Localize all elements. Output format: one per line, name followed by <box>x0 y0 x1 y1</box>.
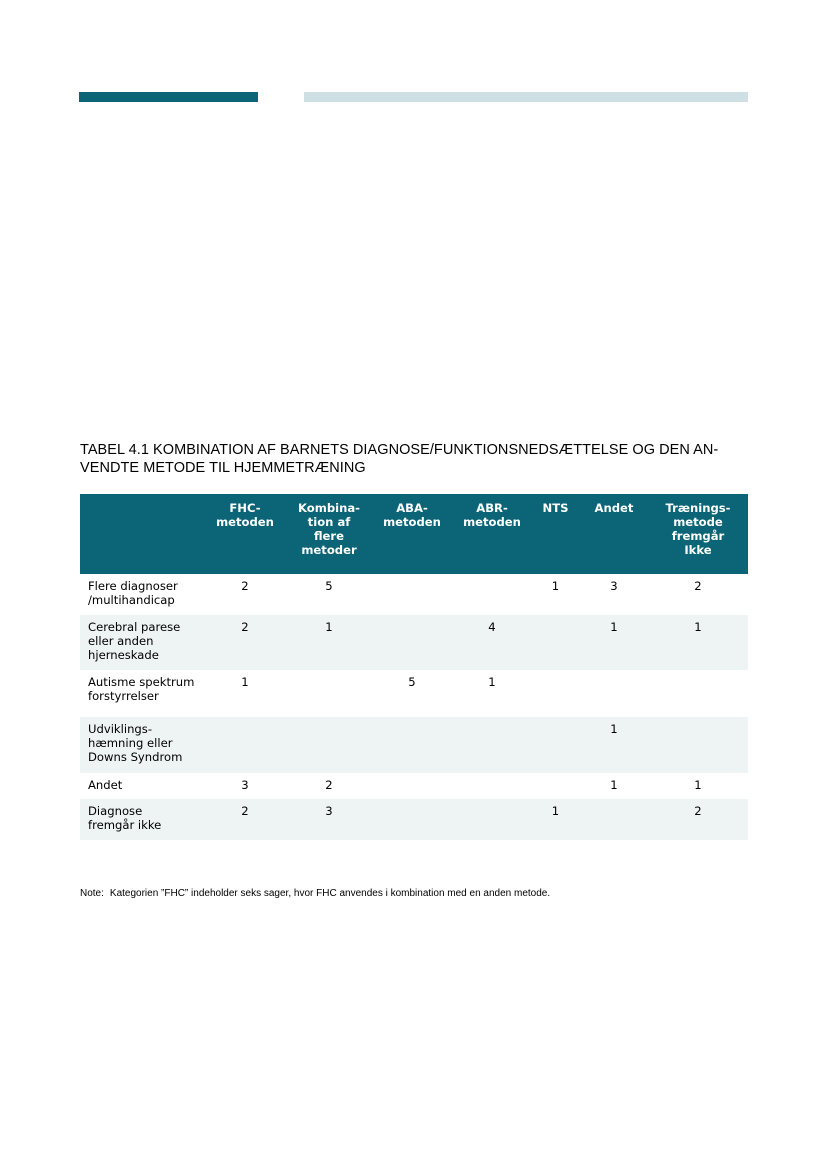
table-cell: 1 <box>694 778 702 792</box>
table-cell <box>371 773 453 799</box>
table-cell <box>453 717 531 773</box>
table-cell: 2 <box>203 799 287 840</box>
table-cell <box>531 670 580 717</box>
table-cell <box>453 574 531 615</box>
table-cell <box>580 799 648 840</box>
column-header: NTS <box>531 494 580 574</box>
column-header: Andet <box>580 494 648 574</box>
table-cell: 1 <box>531 799 580 840</box>
table-title-line-1: TABEL 4.1 KOMBINATION AF BARNETS DIAGNOSE/FUNKTIONSNEDSÆTTELSE OG DEN AN- <box>80 442 719 458</box>
table-cell: 2 <box>325 778 333 792</box>
header-accent-bar-light <box>304 92 748 102</box>
table-cell: 1 <box>287 615 371 670</box>
table-cell <box>453 773 531 799</box>
column-header: ABA- metoden <box>371 494 453 574</box>
row-label: Cerebral parese eller anden hjerneskade <box>80 615 203 670</box>
table-cell: 2 <box>203 615 287 670</box>
table-cell: 1 <box>648 615 748 670</box>
table-row <box>80 615 748 670</box>
data-table <box>80 494 748 840</box>
header-accent-bar-dark <box>79 92 258 102</box>
column-header: Trænings- metode fremgår Ikke <box>648 494 748 574</box>
table-cell <box>371 574 453 615</box>
table-cell <box>648 670 748 717</box>
table-title-line-2: VENDTE METODE TIL HJEMMETRÆNING <box>80 460 366 476</box>
table-cell: 1 <box>241 675 249 689</box>
table-cell <box>371 717 453 773</box>
table-cell <box>287 670 371 717</box>
table-cell: 3 <box>241 778 249 792</box>
table-cell <box>648 717 748 773</box>
table-cell <box>531 717 580 773</box>
table-cell: 2 <box>241 579 249 593</box>
table-cell: 2 <box>648 799 748 840</box>
table-cell: 1 <box>580 615 648 670</box>
table-cell: 5 <box>408 675 416 689</box>
table-row <box>80 799 748 840</box>
table-row <box>80 670 748 717</box>
row-label: Flere diagnoser /multihandicap <box>88 579 178 607</box>
table-cell <box>531 615 580 670</box>
table-title <box>80 441 740 477</box>
column-header: Kombina- tion af flere metoder <box>287 494 371 574</box>
table-cell <box>203 717 287 773</box>
row-label: Andet <box>88 778 123 792</box>
table-cell <box>531 773 580 799</box>
table-cell <box>453 799 531 840</box>
table-cell <box>580 670 648 717</box>
row-label: Udviklings- hæmning eller Downs Syndrom <box>80 717 203 773</box>
note-text: Kategorien ”FHC” indeholder seks sager, hvor FHC anvendes i kombination med en anden metode. <box>109 888 551 899</box>
table-cell: 3 <box>287 799 371 840</box>
table-cell: 2 <box>694 579 702 593</box>
table-row <box>80 773 748 799</box>
table-cell <box>371 799 453 840</box>
table-cell: 5 <box>325 579 333 593</box>
table-cell: 3 <box>610 579 618 593</box>
table-cell: 1 <box>488 675 496 689</box>
table-row <box>80 574 748 615</box>
table-cell: 1 <box>580 717 648 773</box>
row-label: Diagnose fremgår ikke <box>80 799 203 840</box>
table-cell: 4 <box>453 615 531 670</box>
column-header: ABR- metoden <box>453 494 531 574</box>
column-header: FHC- metoden <box>203 494 287 574</box>
table-note <box>80 888 550 900</box>
table-row <box>80 717 748 773</box>
table-cell <box>287 717 371 773</box>
note-label: Note: <box>80 888 104 899</box>
row-label: Autisme spektrum forstyrrelser <box>88 675 195 703</box>
table-header-row <box>80 494 748 574</box>
column-header <box>80 494 203 574</box>
table-cell <box>371 615 453 670</box>
table-cell: 1 <box>610 778 618 792</box>
table-cell: 1 <box>551 579 560 593</box>
